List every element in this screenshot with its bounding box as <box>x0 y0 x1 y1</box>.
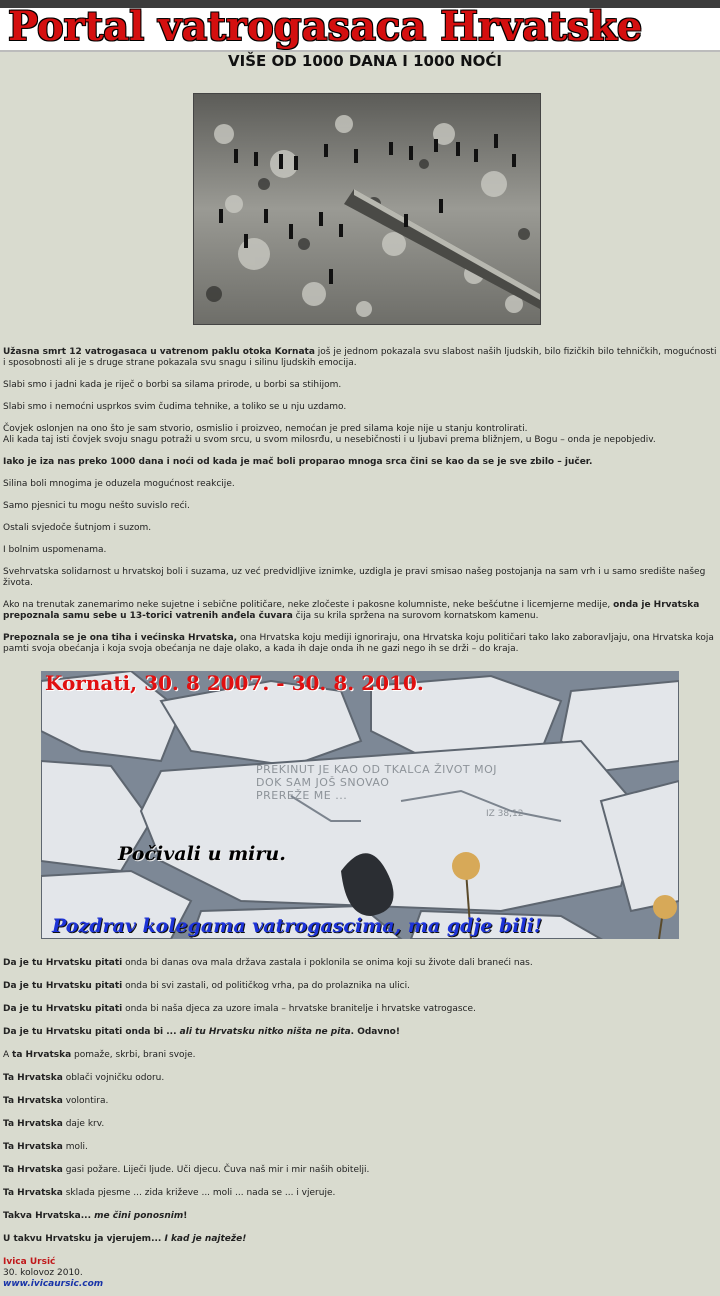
paragraph-bold: onda je Hrvatska prepoznala samu sebe u 13-torici vatrenih anđela čuvara <box>3 600 700 621</box>
closing-line <box>3 1050 717 1061</box>
rest-in-peace-caption: Počivali u miru. <box>118 843 286 865</box>
closing-bold: Ta Hrvatska <box>3 1073 63 1083</box>
paragraph: Svehrvatska solidarnost u hrvatskoj boli i suzama, uz već predvidljive iznimke, uzdigla je pravi smisao našeg postojanja na sam vrh i u samo središte našeg života. <box>3 567 706 588</box>
closing-line <box>3 958 717 969</box>
closing-text: gasi požare. Liječi ljude. Uči djecu. Čuva naš mir i mir naših obitelji. <box>62 1165 370 1175</box>
closing-line <box>3 1096 717 1107</box>
paragraph: Ali kada taj isti čovjek svoju snagu potraži u svom srcu, u svom milosrđu, u nesebičnosti i u ljubavi prema bližnjem, u Bogu – onda je nepobjediv. <box>3 435 656 445</box>
closing-line <box>3 1142 717 1153</box>
closing-bold: Da je tu Hrvatsku pitati onda bi ... <box>3 1027 180 1037</box>
kornati-search-photo <box>193 93 541 325</box>
closing-text: onda bi danas ova mala država zastala i poklonila se onima koji su živote dali braneći nas. <box>122 958 533 968</box>
paragraph: Silina boli mnogima je oduzela mogućnost reakcije. <box>3 479 235 489</box>
stone-inscription: PREKINUT JE KAO OD TKALCA ŽIVOT MOJ DOK SAM JOŠ SNOVAO PREREŽE ME ... <box>256 763 497 802</box>
closing-text: daje krv. <box>62 1119 105 1129</box>
kornati-search-photo-image <box>194 94 540 324</box>
closing-text: sklada pjesme ... zida križeve ... moli ... nada se ... i vjeruje. <box>62 1188 336 1198</box>
closing-bold-italic: I kad je najteže! <box>164 1234 247 1244</box>
greeting-caption: Pozdrav kolegama vatrogascima, ma gdje bili! <box>52 915 543 937</box>
closing-bold: Ta Hrvatska <box>3 1165 63 1175</box>
paragraph: Samo pjesnici tu mogu nešto suvislo reći. <box>3 501 190 511</box>
closing-line <box>3 1165 717 1176</box>
closing-bold: Da je tu Hrvatsku pitati <box>3 1004 123 1014</box>
memorial-stone-image <box>41 671 679 939</box>
closing-line <box>3 1119 717 1130</box>
publish-date: 30. kolovoz 2010. <box>3 1268 83 1278</box>
article-body <box>3 347 717 655</box>
closing-text: pomaže, skrbi, brani svoje. <box>71 1050 196 1060</box>
closing-bold: Ta Hrvatska <box>3 1096 63 1106</box>
closing-bold: Da je tu Hrvatsku pitati <box>3 958 123 968</box>
paragraph <box>3 600 717 622</box>
closing-bold: Takva Hrvatska... <box>3 1211 95 1221</box>
closing-bold: Ta Hrvatska <box>3 1188 63 1198</box>
closing-text: volontira. <box>62 1096 109 1106</box>
closing-text: moli. <box>62 1142 88 1152</box>
paragraph <box>3 633 717 655</box>
paragraph: Slabi smo i jadni kada je riječ o borbi sa silama prirode, u borbi sa stihijom. <box>3 380 342 390</box>
closing-line <box>3 981 717 992</box>
closing-line <box>3 1073 717 1084</box>
paragraph-bold: Iako je iza nas preko 1000 dana i noći od kada je mač boli proparao mnoga srca čini se kao da se je sve zbilo – jučer. <box>3 457 593 467</box>
closing-bold: . Odavno! <box>350 1027 400 1037</box>
closing-bold: Ta Hrvatska <box>3 1119 63 1129</box>
paragraph-text: čija su krila sprženа na surovom kornatskom kamenu. <box>292 611 539 621</box>
closing-line <box>3 1211 717 1222</box>
closing-bold: Ta Hrvatska <box>3 1142 63 1152</box>
closing-line <box>3 1004 717 1015</box>
closing-bold-italic: me čini ponosnim <box>94 1211 184 1221</box>
paragraph: Čovjek oslonjen na ono što je sam stvorio, osmislio i proizveo, nemoćan je pred silama koje nije u stanju kontrolirati. <box>3 424 528 434</box>
closing-text: A <box>3 1050 13 1060</box>
author-website-link[interactable]: www.ivicaursic.com <box>3 1279 104 1289</box>
site-banner-title: Portal vatrogasaca Hrvatske <box>8 8 643 50</box>
paragraph: I bolnim uspomenama. <box>3 545 107 555</box>
closing-line <box>3 1027 717 1038</box>
closing-section <box>3 958 717 1290</box>
author-name: Ivica Ursić <box>3 1257 56 1267</box>
article-title: VIŠE OD 1000 DANA I 1000 NOĆI <box>228 52 502 70</box>
closing-text: onda bi naša djeca za uzore imala – hrvatske branitelje i hrvatske vatrogasce. <box>122 1004 476 1014</box>
paragraph: Ostali svjedoče šutnjom i suzom. <box>3 523 152 533</box>
site-banner[interactable] <box>0 8 720 52</box>
paragraph-text: još je jednom pokazala svu slabost naših ljudskih, bilo fizičkih bilo tehničkih, mogućnosti i sposobnosti ali je s druge strane pokazala svu snagu i silinu ljudskih emocija. <box>3 347 717 368</box>
closing-text: oblači vojničku odoru. <box>62 1073 165 1083</box>
closing-bold: ! <box>183 1211 188 1221</box>
stone-inscription-reference: IZ 38,12 <box>486 809 524 819</box>
closing-bold-italic: ali tu Hrvatsku nitko ništa ne pita <box>179 1027 351 1037</box>
paragraph: Slabi smo i nemoćni usprkos svim čudima tehnike, a toliko se u nju uzdamo. <box>3 402 347 412</box>
paragraph-text: Ako na trenutak zanemarimo neke sujetne i sebične političare, neke zločeste i pakosne kolumniste, neke bešćutne i licemjerne medije, <box>3 600 614 610</box>
closing-bold: U takvu Hrvatsku ja vjerujem... <box>3 1234 165 1244</box>
closing-bold: Da je tu Hrvatsku pitati <box>3 981 123 991</box>
paragraph-text: ona Hrvatska koju mediji ignoriraju, ona Hrvatska koju političari tako lako zaboravljaju, ona Hrvatska koja pamti svoja obećanja i koja svoja obećanja ne daje olako, a kada ih daje onda ih ne gazi nego ih se drži – do kraja. <box>3 633 714 654</box>
memorial-dates-caption: Kornati, 30. 8 2007. - 30. 8. 2010. <box>45 671 424 695</box>
top-bar <box>0 0 720 8</box>
paragraph <box>3 347 717 369</box>
closing-line <box>3 1234 717 1245</box>
closing-line <box>3 1188 717 1199</box>
memorial-stone-picture <box>41 671 679 939</box>
paragraph-bold: Užasna smrt 12 vatrogasaca u vatrenom paklu otoka Kornata <box>3 347 315 357</box>
closing-text: onda bi svi zastali, od političkog vrha, pa do prolaznika na ulici. <box>122 981 410 991</box>
closing-bold: ta Hrvatska <box>12 1050 72 1060</box>
paragraph-bold: Prepoznala se je ona tiha i većinska Hrvatska, <box>3 633 238 643</box>
